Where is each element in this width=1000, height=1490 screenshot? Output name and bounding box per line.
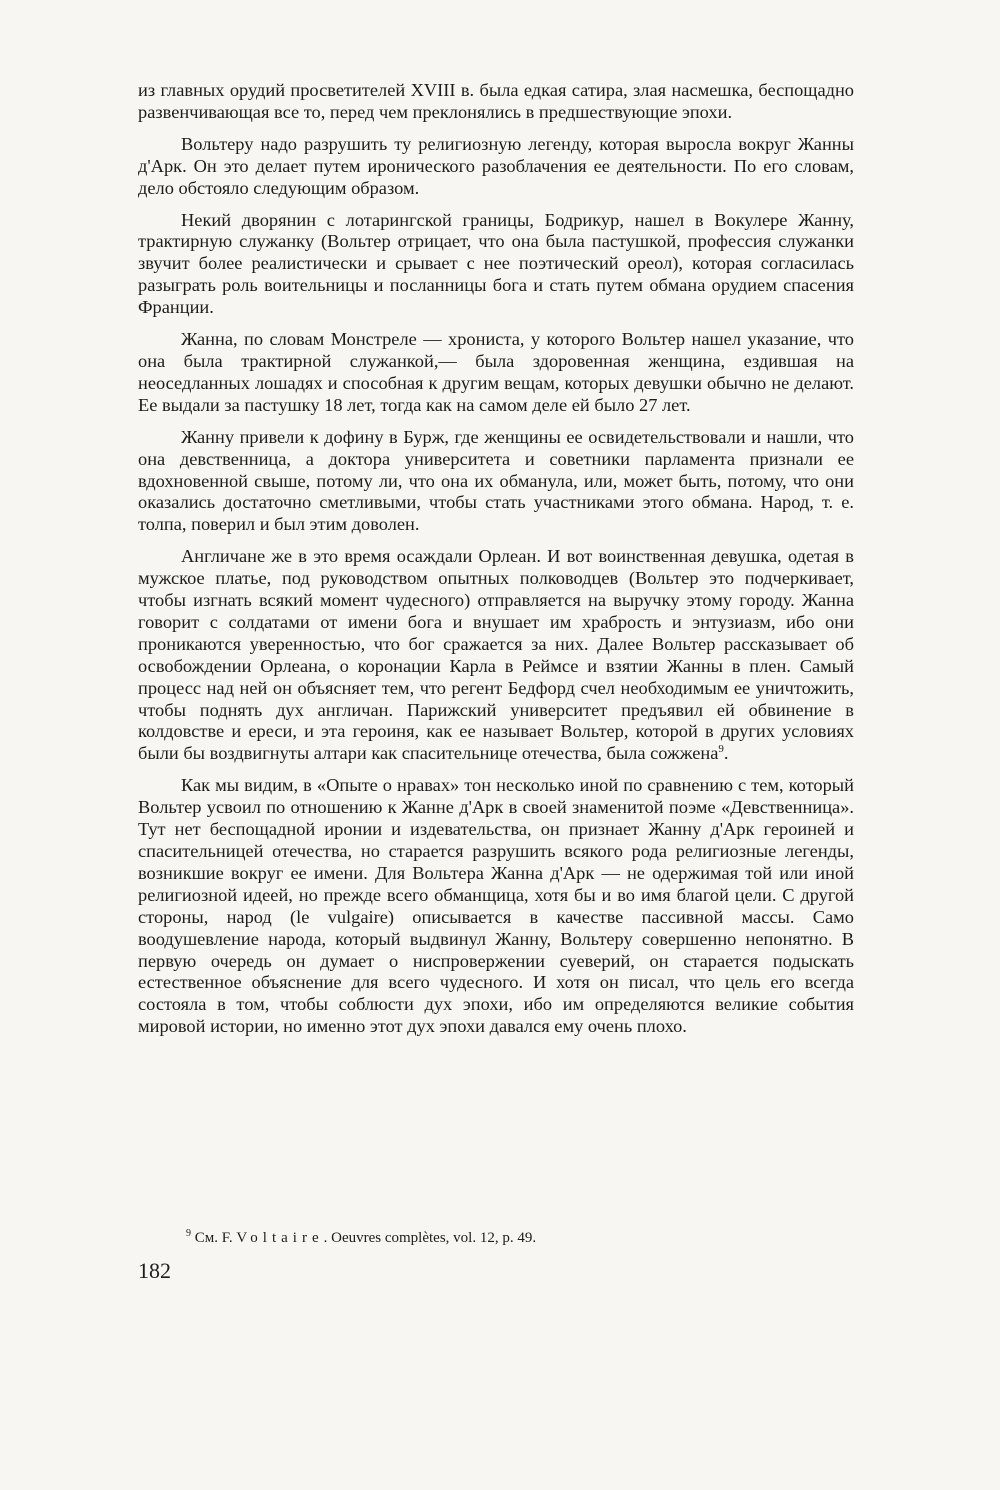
paragraph-2: Вольтеру надо разрушить ту религиозную легенду, которая выросла вокруг Жанны д'Арк. Он это делает путем иронического разоблачения ее деятельности. По его словам, дело обстояло следующим образом. bbox=[138, 133, 854, 198]
footnote-author: Voltaire bbox=[236, 1230, 324, 1246]
paragraph-6-tail: . bbox=[723, 743, 729, 764]
page-number: 182 bbox=[138, 1258, 171, 1283]
paragraph-7: Как мы видим, в «Опыте о нравах» тон несколько иной по сравнению с тем, который Вольтер усвоил по отношению к Жанне д'Арк в своей знаменитой поэме «Девственница». Тут нет беспощадной иронии и издевательства, он признает Жанну д'Арк героиней и спасительницей отечества, но старается разрушить всякого рода религиозные легенды, возникшие вокруг ее имени. Для Вольтера Жанна д'Арк — не одержимая той или иной религиозной идеей, но прежде всего обманщица, хотя бы и во имя благой цели. С другой стороны, народ (le vulgaire) описывается в качестве пассивной массы. Само воодушевление народа, который выдвинул Жанну, Вольтеру совершенно непонятно. В первую очередь он думает о ниспровержении суеверий, он старается подыскать естественное объяснение для всего чудесного. И хотя он писал, что цель его всегда состояла в том, чтобы соблюсти дух эпохи, ибо им определяются великие события мировой истории, но именно этот дух эпохи давался ему очень плохо. bbox=[138, 775, 854, 1037]
paragraph-4: Жанна, по словам Монстреле — хрониста, у которого Вольтер нашел указание, что она была трактирной служанкой,— была здоровенная женщина, ездившая на неоседланных лошадях и способная к другим вещам, которых девушки обычно не делают. Ее выдали за пастушку 18 лет, тогда как на самом деле ей было 27 лет. bbox=[138, 329, 854, 415]
footnote-mark: 9 bbox=[186, 1228, 191, 1239]
footnote-prefix: См. F. bbox=[194, 1230, 237, 1246]
body-text bbox=[138, 80, 854, 1048]
paragraph-1: из главных орудий просветителей XVIII в. была едкая сатира, злая насмешка, беспощадно развенчивающая все то, перед чем преклонялись в предшествующие эпохи. bbox=[138, 80, 854, 122]
paragraph-6-text: Англичане же в это время осаждали Орлеан. И вот воинственная девушка, одетая в мужское платье, под руководством опытных полководцев (Вольтер это подчеркивает, чтобы изгнать всякий момент чудесного) отправляется на выручку этому городу. Жанна говорит с солдатами от имени бога и внушает им храбрость и энтузиазм, ибо они проникаются уверенностью, что бог сражается за них. Далее Вольтер рассказывает об освобождении Орлеана, о коронации Карла в Реймсе и взятии Жанны в плен. Самый процесс над ней он объясняет тем, что регент Бедфорд счел необходимым ее уничтожить, чтобы поднять дух англичан. Парижский университет предъявил ей обвинение в колдовстве и ереси, и эта героиня, как ее называет Вольтер, которой в других условиях были бы воздвигнуты алтари как спасительнице отечества, была сожжена bbox=[138, 546, 854, 764]
footnote-rest: . Oeuvres complètes, vol. 12, p. 49. bbox=[323, 1230, 537, 1246]
paragraph-6 bbox=[138, 546, 854, 765]
paragraph-5: Жанну привели к дофину в Бурж, где женщины ее освидетельствовали и нашли, что она девственница, а доктора университета и советники парламента признали ее вдохновенной свыше, потому ли, что она их обманула, или, может быть, потому, что они оказались достаточно сметливыми, чтобы стать участниками этого обмана. Народ, т. е. толпа, поверил и был этим доволен. bbox=[138, 426, 854, 535]
paragraph-3: Некий дворянин с лотарингской границы, Бодрикур, нашел в Вокулере Жанну, трактирную служанку (Вольтер отрицает, что она была пастушкой, профессия служанки звучит более реалистически и срывает с нее поэтический ореол), которая согласилась разыграть роль воительницы и посланницы бога и стать путем обмана орудием спасения Франции. bbox=[138, 209, 854, 318]
footnote-reference[interactable]: 9 bbox=[718, 743, 724, 756]
footnote bbox=[186, 1224, 846, 1248]
